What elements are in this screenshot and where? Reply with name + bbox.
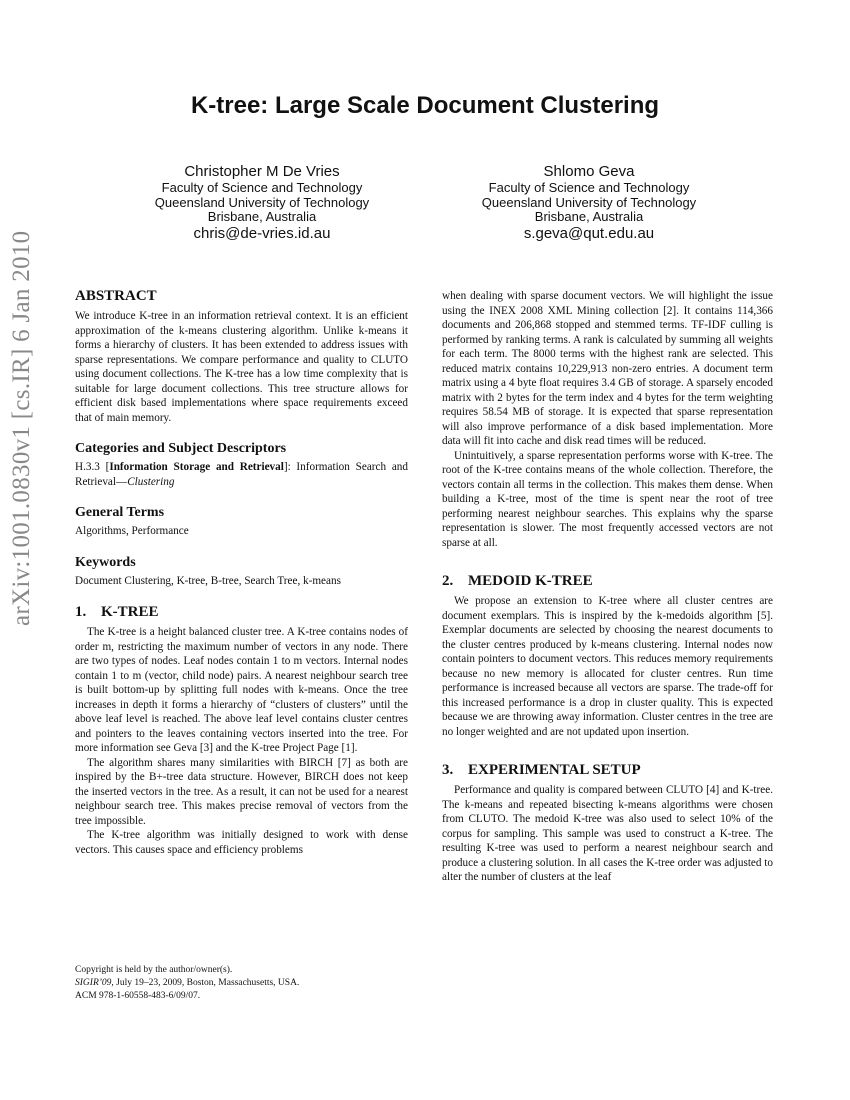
paper-title: K-tree: Large Scale Document Clustering — [190, 92, 660, 119]
section-3-heading: 3. EXPERIMENTAL SETUP — [442, 762, 641, 778]
keywords-text: Document Clustering, K-tree, B-tree, Search Tree, k-means — [75, 574, 341, 587]
categories-heading: Categories and Subject Descriptors — [75, 441, 287, 456]
general-terms-text: Algorithms, Performance — [75, 525, 189, 537]
section-1-paragraph-2: The algorithm shares many similarities with BIRCH [7] as both are inspired by the B+-tree data structure. However, BIRCH does not keep the inserted vectors in the tree. As a result, it can not be used for a nearest neighbour search tree. This makes precise removal of vectors from the tree impossible. — [75, 756, 408, 827]
section-3-paragraph-1: Performance and quality is compared between CLUTO [4] and K-tree. The k-means and repeated bisecting k-means algorithms were chosen from CLUTO. The medoid K-tree was also used to select 10% of the corpus for sampling. This sample was used to construct a K-tree. The resulting K-tree was used to perform a nearest neighbour search and produce a clustering solution. In all cases the K-tree order was adjusted to alter the number of clusters at the leaf — [442, 784, 773, 883]
section-2-paragraph-1: We propose an extension to K-tree where all cluster centres are document exemplars. This is inspired by the k-medoids algorithm [5]. Exemplar documents are selected by choosing the nearest documents to the cluster centres produced by k-means clustering. Internal nodes now contain pointers to document vectors. This reduces memory requirements because no new memory is allocated for cluster centres. Run time performance is increased because all vectors are sparse. The trade-off for this increased performance is a drop in cluster quality. This is expected because we are throwing away information. Cluster centres in the tree are no longer weighted and are not updated upon insertion. — [442, 595, 773, 738]
left-column — [75, 287, 408, 857]
footnote-line-1: Copyright is held by the author/owner(s). — [75, 965, 233, 975]
author-affiliation: Faculty of Science and Technology — [161, 180, 363, 195]
author-block-2 — [424, 162, 754, 242]
author-email: chris@de-vries.id.au — [193, 224, 331, 242]
author-location: Brisbane, Australia — [534, 209, 644, 224]
author-institution: Queensland University of Technology — [154, 194, 370, 210]
author-email: s.geva@qut.edu.au — [523, 224, 655, 242]
author-institution: Queensland University of Technology — [481, 194, 697, 210]
copyright-footnote — [75, 964, 408, 1003]
footnote-line-3: ACM 978-1-60558-483-6/09/07. — [75, 991, 201, 1001]
footnote-line-2: SIGIR’09, July 19–23, 2009, Boston, Massachusetts, USA. — [75, 978, 300, 988]
right-column — [442, 289, 773, 885]
author-name: Christopher M De Vries — [184, 163, 340, 180]
author-location: Brisbane, Australia — [207, 209, 317, 224]
section-1-heading: 1. K-TREE — [75, 604, 159, 620]
abstract-heading: ABSTRACT — [75, 288, 157, 304]
continued-paragraph-1: when dealing with sparse document vectors. We will highlight the issue using the INEX 2008 XML Mining collection [2]. It contains 114,366 documents and 206,868 stopped and stemmed terms. TF-IDF culling is performed by ranking terms. A rank is calculated by summing all weights for each term. The 8000 terms with the highest rank are selected. This reduced matrix contains 10,229,913 non-zero entries. A document term matrix using a 4 byte float requires 3.4 GB of storage. A sparsely encoded matrix with 2 bytes for the term index and 4 bytes for the term weighting requires 58.54 MB of storage. It is expected that sparse representation will also improve performance of a disk based implementation. More data will fit into cache and disk read times will be reduced. — [442, 290, 773, 447]
abstract-text: We introduce K-tree in an information retrieval context. It is an efficient approximation of the k-means clustering algorithm. Unlike k-means it forms a hierarchy of clusters. It has been extended to address issues with sparse representations. We compare performance and quality to CLUTO using document collections. The K-tree has a low time complexity that is suitable for large document collections. This tree structure allows for efficient disk based implementations where space requirements exceed that of main memory. — [75, 310, 408, 424]
author-block-1 — [97, 162, 427, 242]
author-name: Shlomo Geva — [543, 163, 635, 180]
section-1-paragraph-1: The K-tree is a height balanced cluster tree. A K-tree contains nodes of order m, restricting the maximum number of vectors in any node. There are two types of nodes. Leaf nodes contain 1 to m vectors. Internal nodes contain 1 to m (vector, child node) pairs. A nearest neighbour search tree is built bottom-up by splitting full nodes with k-means. Once the tree increases in depth it forms a hierarchy of “clusters of clusters” until the above leaf level is reached. The above leaf level contains cluster centres and pointers to the leaves containing vectors inserted into the tree. For more information see Geva [3] and the K-tree Project Page [1]. — [75, 626, 408, 754]
continued-paragraph-2: Unintuitively, a sparse representation performs worse with K-tree. The root of the K-tree contains means of the whole collection. Therefore, the vectors contain all terms in the collection. This makes them dense. When building a K-tree, most of the time is spent near the root of tree performing nearest neighbour searches. This explains why the sparse representation is slower. The most frequently accessed vectors are not sparse at all. — [442, 449, 773, 549]
general-terms-heading: General Terms — [75, 505, 165, 520]
arxiv-stamp: arXiv:1001.0830v1 [cs.IR] 6 Jan 2010 — [8, 230, 35, 626]
section-2-heading: 2. MEDOID K-TREE — [442, 573, 593, 589]
section-1-paragraph-3: The K-tree algorithm was initially designed to work with dense vectors. This causes space and efficiency problems — [75, 829, 408, 856]
author-affiliation: Faculty of Science and Technology — [488, 180, 690, 195]
categories-text: H.3.3 [Information Storage and Retrieval]: Information Search and Retrieval—Clustering — [75, 461, 408, 488]
keywords-heading: Keywords — [75, 554, 136, 570]
